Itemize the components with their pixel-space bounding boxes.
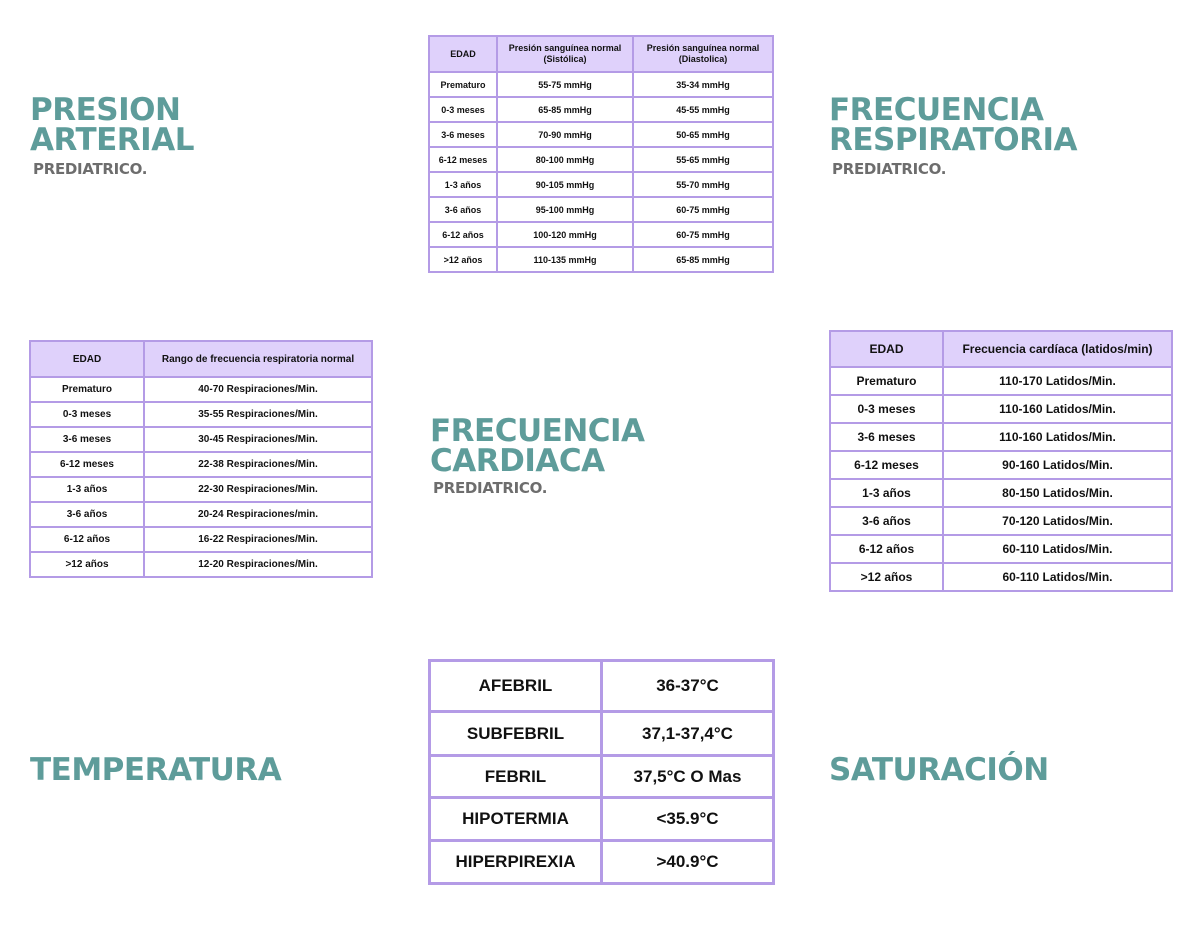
presion-arterial-subtitle: PREDIATRICO. xyxy=(33,160,148,178)
diastolic-cell: 65-85 mmHg xyxy=(633,247,773,272)
age-cell: 6-12 meses xyxy=(30,452,144,477)
systolic-cell: 65-85 mmHg xyxy=(497,97,633,122)
table-row xyxy=(30,477,372,502)
age-cell: Prematuro xyxy=(429,72,497,97)
age-cell: 3-6 meses xyxy=(30,427,144,452)
header-cell: Presión sanguínea normal (Sistólica) xyxy=(497,36,633,72)
diastolic-cell: 60-75 mmHg xyxy=(633,197,773,222)
table-row xyxy=(430,841,774,884)
rate-cell: 90-160 Latidos/Min. xyxy=(943,451,1172,479)
header-cell: Rango de frecuencia respiratoria normal xyxy=(144,341,372,377)
temperature-value-cell: >40.9°C xyxy=(602,841,774,884)
rate-cell: 70-120 Latidos/Min. xyxy=(943,507,1172,535)
table-row xyxy=(30,527,372,552)
frecuencia-respiratoria-subtitle: PREDIATRICO. xyxy=(832,160,947,178)
frecuencia-cardiaca-title: FRECUENCIA CARDIACA xyxy=(430,413,645,479)
temperatura-title: TEMPERATURA xyxy=(30,752,282,788)
header-cell: Frecuencia cardíaca (latidos/min) xyxy=(943,331,1172,367)
temperature-value-cell: 37,5°C O Mas xyxy=(602,756,774,798)
table-row xyxy=(429,147,773,172)
table-row xyxy=(30,552,372,577)
respiratory-rate-table xyxy=(29,340,373,578)
table-row xyxy=(429,197,773,222)
header-cell: EDAD xyxy=(830,331,943,367)
rate-cell: 30-45 Respiraciones/Min. xyxy=(144,427,372,452)
table-row xyxy=(430,798,774,841)
diastolic-cell: 60-75 mmHg xyxy=(633,222,773,247)
age-cell: 3-6 años xyxy=(30,502,144,527)
age-cell: >12 años xyxy=(30,552,144,577)
table-row xyxy=(429,97,773,122)
systolic-cell: 70-90 mmHg xyxy=(497,122,633,147)
temperature-label-cell: FEBRIL xyxy=(430,756,602,798)
table-header-row xyxy=(30,341,372,377)
temperature-value-cell: 37,1-37,4°C xyxy=(602,712,774,756)
header-cell: Presión sanguínea normal (Diastolica) xyxy=(633,36,773,72)
age-cell: >12 años xyxy=(830,563,943,591)
diastolic-cell: 35-34 mmHg xyxy=(633,72,773,97)
age-cell: 3-6 meses xyxy=(830,423,943,451)
diastolic-cell: 50-65 mmHg xyxy=(633,122,773,147)
age-cell: 6-12 meses xyxy=(429,147,497,172)
table-header-row xyxy=(429,36,773,72)
age-cell: 0-3 meses xyxy=(429,97,497,122)
table-row xyxy=(30,377,372,402)
age-cell: 0-3 meses xyxy=(30,402,144,427)
systolic-cell: 110-135 mmHg xyxy=(497,247,633,272)
table-row xyxy=(429,72,773,97)
table-row xyxy=(830,479,1172,507)
table-row xyxy=(429,247,773,272)
age-cell: >12 años xyxy=(429,247,497,272)
rate-cell: 80-150 Latidos/Min. xyxy=(943,479,1172,507)
table-row xyxy=(429,122,773,147)
table-row xyxy=(830,367,1172,395)
diastolic-cell: 55-65 mmHg xyxy=(633,147,773,172)
table-row xyxy=(430,712,774,756)
age-cell: 3-6 años xyxy=(429,197,497,222)
rate-cell: 12-20 Respiraciones/Min. xyxy=(144,552,372,577)
header-cell: EDAD xyxy=(30,341,144,377)
table-row xyxy=(429,222,773,247)
age-cell: 1-3 años xyxy=(30,477,144,502)
age-cell: 1-3 años xyxy=(429,172,497,197)
rate-cell: 16-22 Respiraciones/Min. xyxy=(144,527,372,552)
table-row xyxy=(430,756,774,798)
table-row xyxy=(830,563,1172,591)
age-cell: 3-6 años xyxy=(830,507,943,535)
age-cell: 6-12 meses xyxy=(830,451,943,479)
age-cell: 0-3 meses xyxy=(830,395,943,423)
table-row xyxy=(430,661,774,712)
table-row xyxy=(30,402,372,427)
systolic-cell: 90-105 mmHg xyxy=(497,172,633,197)
frecuencia-respiratoria-title: FRECUENCIA RESPIRATORIA xyxy=(829,92,1077,158)
table-row xyxy=(830,507,1172,535)
table-row xyxy=(30,427,372,452)
age-cell: 1-3 años xyxy=(830,479,943,507)
temperature-label-cell: HIPERPIREXIA xyxy=(430,841,602,884)
rate-cell: 110-160 Latidos/Min. xyxy=(943,423,1172,451)
table-row xyxy=(830,451,1172,479)
rate-cell: 20-24 Respiraciones/min. xyxy=(144,502,372,527)
age-cell: Prematuro xyxy=(830,367,943,395)
diastolic-cell: 55-70 mmHg xyxy=(633,172,773,197)
frecuencia-cardiaca-subtitle: PREDIATRICO. xyxy=(433,479,548,497)
age-cell: 3-6 meses xyxy=(429,122,497,147)
age-cell: 6-12 años xyxy=(830,535,943,563)
presion-arterial-title: PRESION ARTERIAL xyxy=(30,92,194,158)
temperature-value-cell: <35.9°C xyxy=(602,798,774,841)
rate-cell: 22-30 Respiraciones/Min. xyxy=(144,477,372,502)
temperature-table xyxy=(428,659,775,885)
temperature-label-cell: HIPOTERMIA xyxy=(430,798,602,841)
rate-cell: 110-170 Latidos/Min. xyxy=(943,367,1172,395)
table-row xyxy=(830,395,1172,423)
table-row xyxy=(429,172,773,197)
diastolic-cell: 45-55 mmHg xyxy=(633,97,773,122)
temperature-value-cell: 36-37°C xyxy=(602,661,774,712)
temperature-label-cell: SUBFEBRIL xyxy=(430,712,602,756)
age-cell: 6-12 años xyxy=(429,222,497,247)
rate-cell: 60-110 Latidos/Min. xyxy=(943,535,1172,563)
table-header-row xyxy=(830,331,1172,367)
rate-cell: 40-70 Respiraciones/Min. xyxy=(144,377,372,402)
table-row xyxy=(30,452,372,477)
rate-cell: 22-38 Respiraciones/Min. xyxy=(144,452,372,477)
systolic-cell: 100-120 mmHg xyxy=(497,222,633,247)
systolic-cell: 55-75 mmHg xyxy=(497,72,633,97)
rate-cell: 110-160 Latidos/Min. xyxy=(943,395,1172,423)
temperature-label-cell: AFEBRIL xyxy=(430,661,602,712)
systolic-cell: 80-100 mmHg xyxy=(497,147,633,172)
age-cell: 6-12 años xyxy=(30,527,144,552)
blood-pressure-table xyxy=(428,35,774,273)
table-row xyxy=(830,423,1172,451)
saturacion-title: SATURACIÓN xyxy=(829,752,1049,788)
rate-cell: 35-55 Respiraciones/Min. xyxy=(144,402,372,427)
header-cell: EDAD xyxy=(429,36,497,72)
systolic-cell: 95-100 mmHg xyxy=(497,197,633,222)
cardiac-rate-table xyxy=(829,330,1173,592)
rate-cell: 60-110 Latidos/Min. xyxy=(943,563,1172,591)
age-cell: Prematuro xyxy=(30,377,144,402)
table-row xyxy=(830,535,1172,563)
table-row xyxy=(30,502,372,527)
